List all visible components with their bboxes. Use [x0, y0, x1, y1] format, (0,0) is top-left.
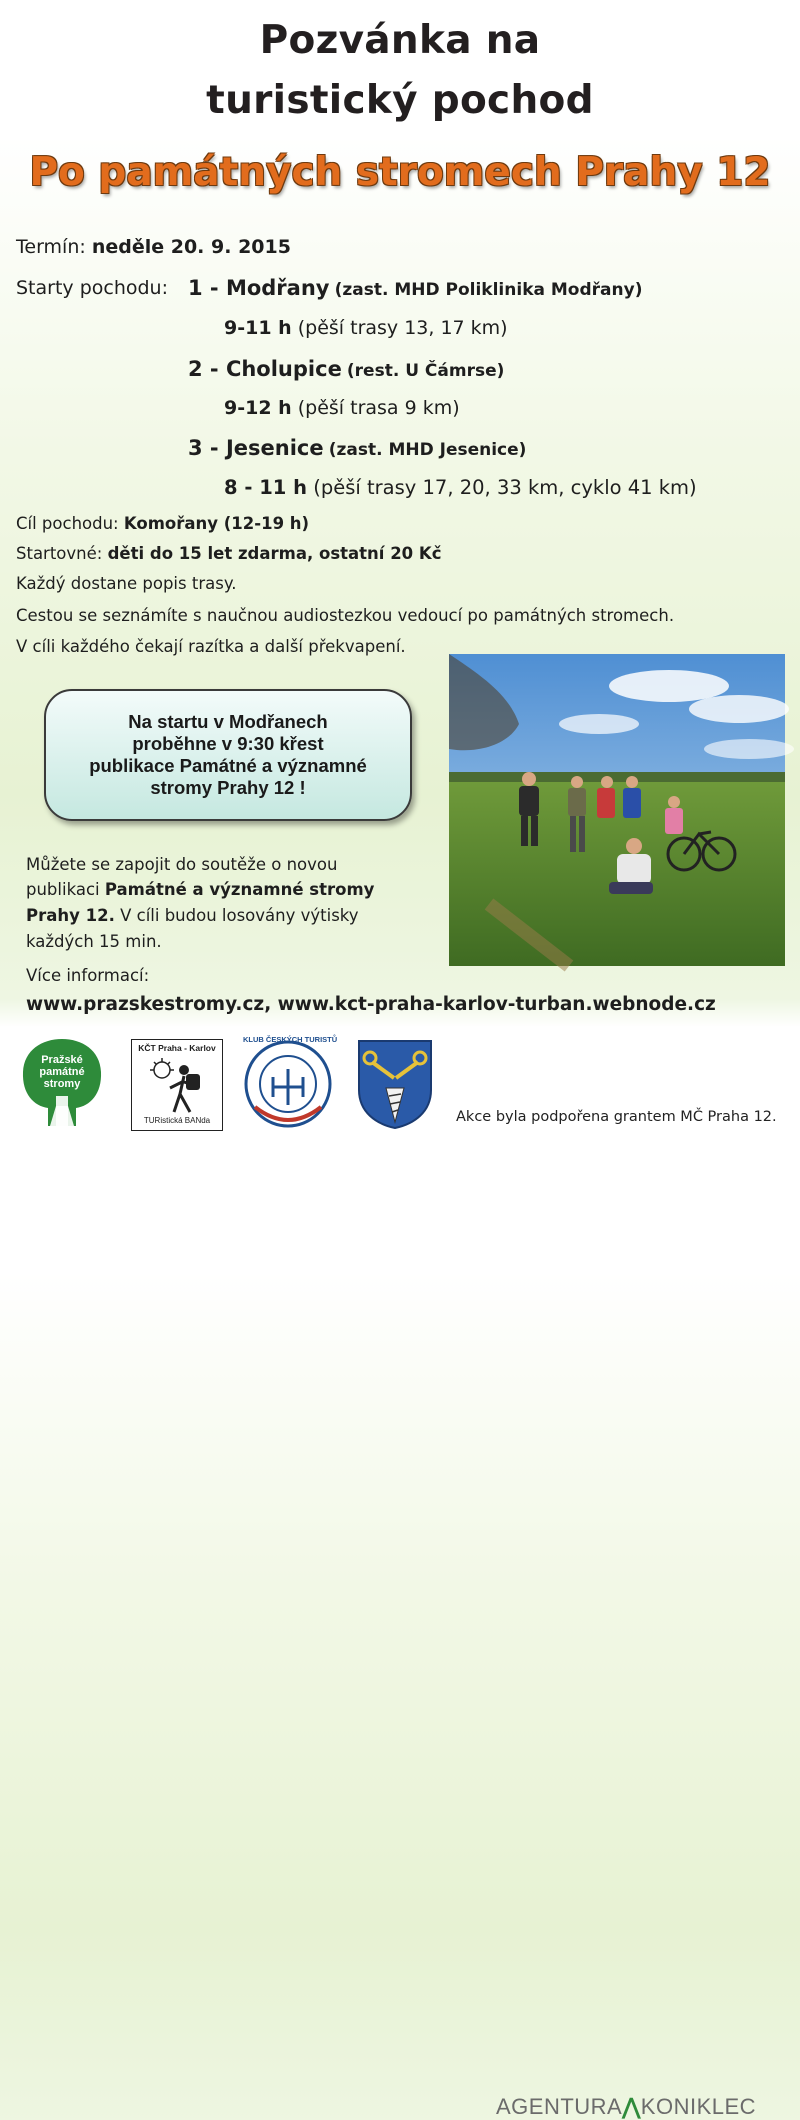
start-1-routes: (pěší trasy 13, 17 km)	[297, 317, 508, 339]
hikers-photo-illustration	[449, 654, 785, 966]
start-3-name: 3 - Jesenice	[188, 436, 324, 460]
more-info-links[interactable]: www.prazskestromy.cz, www.kct-praha-karlov-turban.webnode.cz	[26, 994, 716, 1015]
cil-row	[16, 514, 309, 533]
koniklec-flower-icon: ⋀	[622, 2094, 641, 2119]
termin-label: Termín:	[16, 236, 86, 258]
agentura-koniklec-logo	[496, 2094, 756, 2120]
start-2-name: 2 - Cholupice	[188, 357, 342, 381]
startovne-label: Startovné:	[16, 544, 103, 563]
start-3-times	[224, 476, 697, 499]
hikers-photo	[449, 654, 785, 966]
start-3-time: 8 - 11 h	[224, 476, 308, 499]
logo1-line3: stromy	[43, 1078, 81, 1090]
contest-line-4: každých 15 min.	[26, 932, 162, 951]
praha12-coat-of-arms	[356, 1038, 434, 1130]
start-3-note: (zast. MHD Jesenice)	[328, 440, 527, 460]
startovne-row	[16, 544, 441, 563]
start-1-times	[224, 317, 508, 339]
more-info-label: Více informací:	[26, 966, 150, 985]
coat-of-arms-icon	[356, 1038, 434, 1130]
kct-club-logo	[243, 1035, 338, 1131]
agentura-part-b: KONIKLEC	[640, 2094, 757, 2119]
start-2-note: (rest. U Čámrse)	[346, 361, 505, 381]
agentura-part-a: AGENTURA	[496, 2094, 623, 2119]
starty-label: Starty pochodu:	[16, 277, 168, 299]
launch-announcement-text: Na startu v Modřanech proběhne v 9:30 křest publikace Památné a významné stromy Prahy 12 !	[89, 711, 367, 798]
start-3-routes: (pěší trasy 17, 20, 33 km, cyklo 41 km)	[313, 476, 697, 499]
logo3-text: KLUB ČESKÝCH TURISTŮ	[243, 1035, 338, 1044]
title-line-1: Pozvánka na	[259, 18, 541, 63]
logo1-line1: Pražské	[41, 1054, 83, 1066]
prazske-stromy-logo	[20, 1036, 104, 1128]
termin-value: neděle 20. 9. 2015	[91, 236, 291, 258]
start-2-row	[188, 357, 504, 381]
start-1-time: 9-11 h	[224, 317, 292, 339]
info-line-3: V cíli každého čekají razítka a další překvapení.	[16, 637, 406, 656]
logo1-line2: památné	[39, 1066, 85, 1078]
logo2-bottom: TURistická BANda	[143, 1116, 211, 1125]
termin-row	[16, 236, 291, 258]
cil-value: Komořany (12-19 h)	[123, 514, 310, 533]
logo2-top: KČT Praha - Karlov	[138, 1043, 216, 1053]
contest-line-3a: Prahy 12.	[26, 906, 115, 925]
start-2-times	[224, 397, 460, 419]
launch-announcement-box	[44, 689, 412, 821]
kct-emblem-icon	[243, 1035, 338, 1131]
contest-line-2a: publikaci	[26, 880, 105, 899]
grant-note: Akce byla podpořena grantem MČ Praha 12.	[456, 1109, 777, 1125]
info-line-1: Každý dostane popis trasy.	[16, 574, 237, 593]
start-1-name: 1 - Modřany	[188, 276, 330, 300]
start-2-routes: (pěší trasa 9 km)	[297, 397, 460, 419]
contest-line-2b: Památné a významné stromy	[104, 880, 375, 899]
info-line-2: Cestou se seznámíte s naučnou audiostezkou vedoucí po památných stromech.	[16, 606, 675, 625]
contest-line-3	[26, 906, 359, 925]
start-1-note: (zast. MHD Poliklinika Modřany)	[334, 280, 643, 300]
startovne-value: děti do 15 let zdarma, ostatní 20 Kč	[107, 544, 442, 563]
kct-karlov-logo	[131, 1039, 223, 1131]
start-3-row	[188, 436, 526, 460]
title-line-2: turistický pochod	[206, 78, 594, 123]
hiker-icon	[140, 1056, 214, 1116]
contest-line-3b: V cíli budou losovány výtisky	[114, 906, 359, 925]
start-2-time: 9-12 h	[224, 397, 292, 419]
event-subtitle: Po památných stromech Prahy 12	[29, 150, 771, 195]
cil-label: Cíl pochodu:	[16, 514, 119, 533]
start-1-row	[188, 276, 642, 300]
contest-line-2	[26, 880, 374, 899]
contest-line-1: Můžete se zapojit do soutěže o novou	[26, 855, 338, 874]
